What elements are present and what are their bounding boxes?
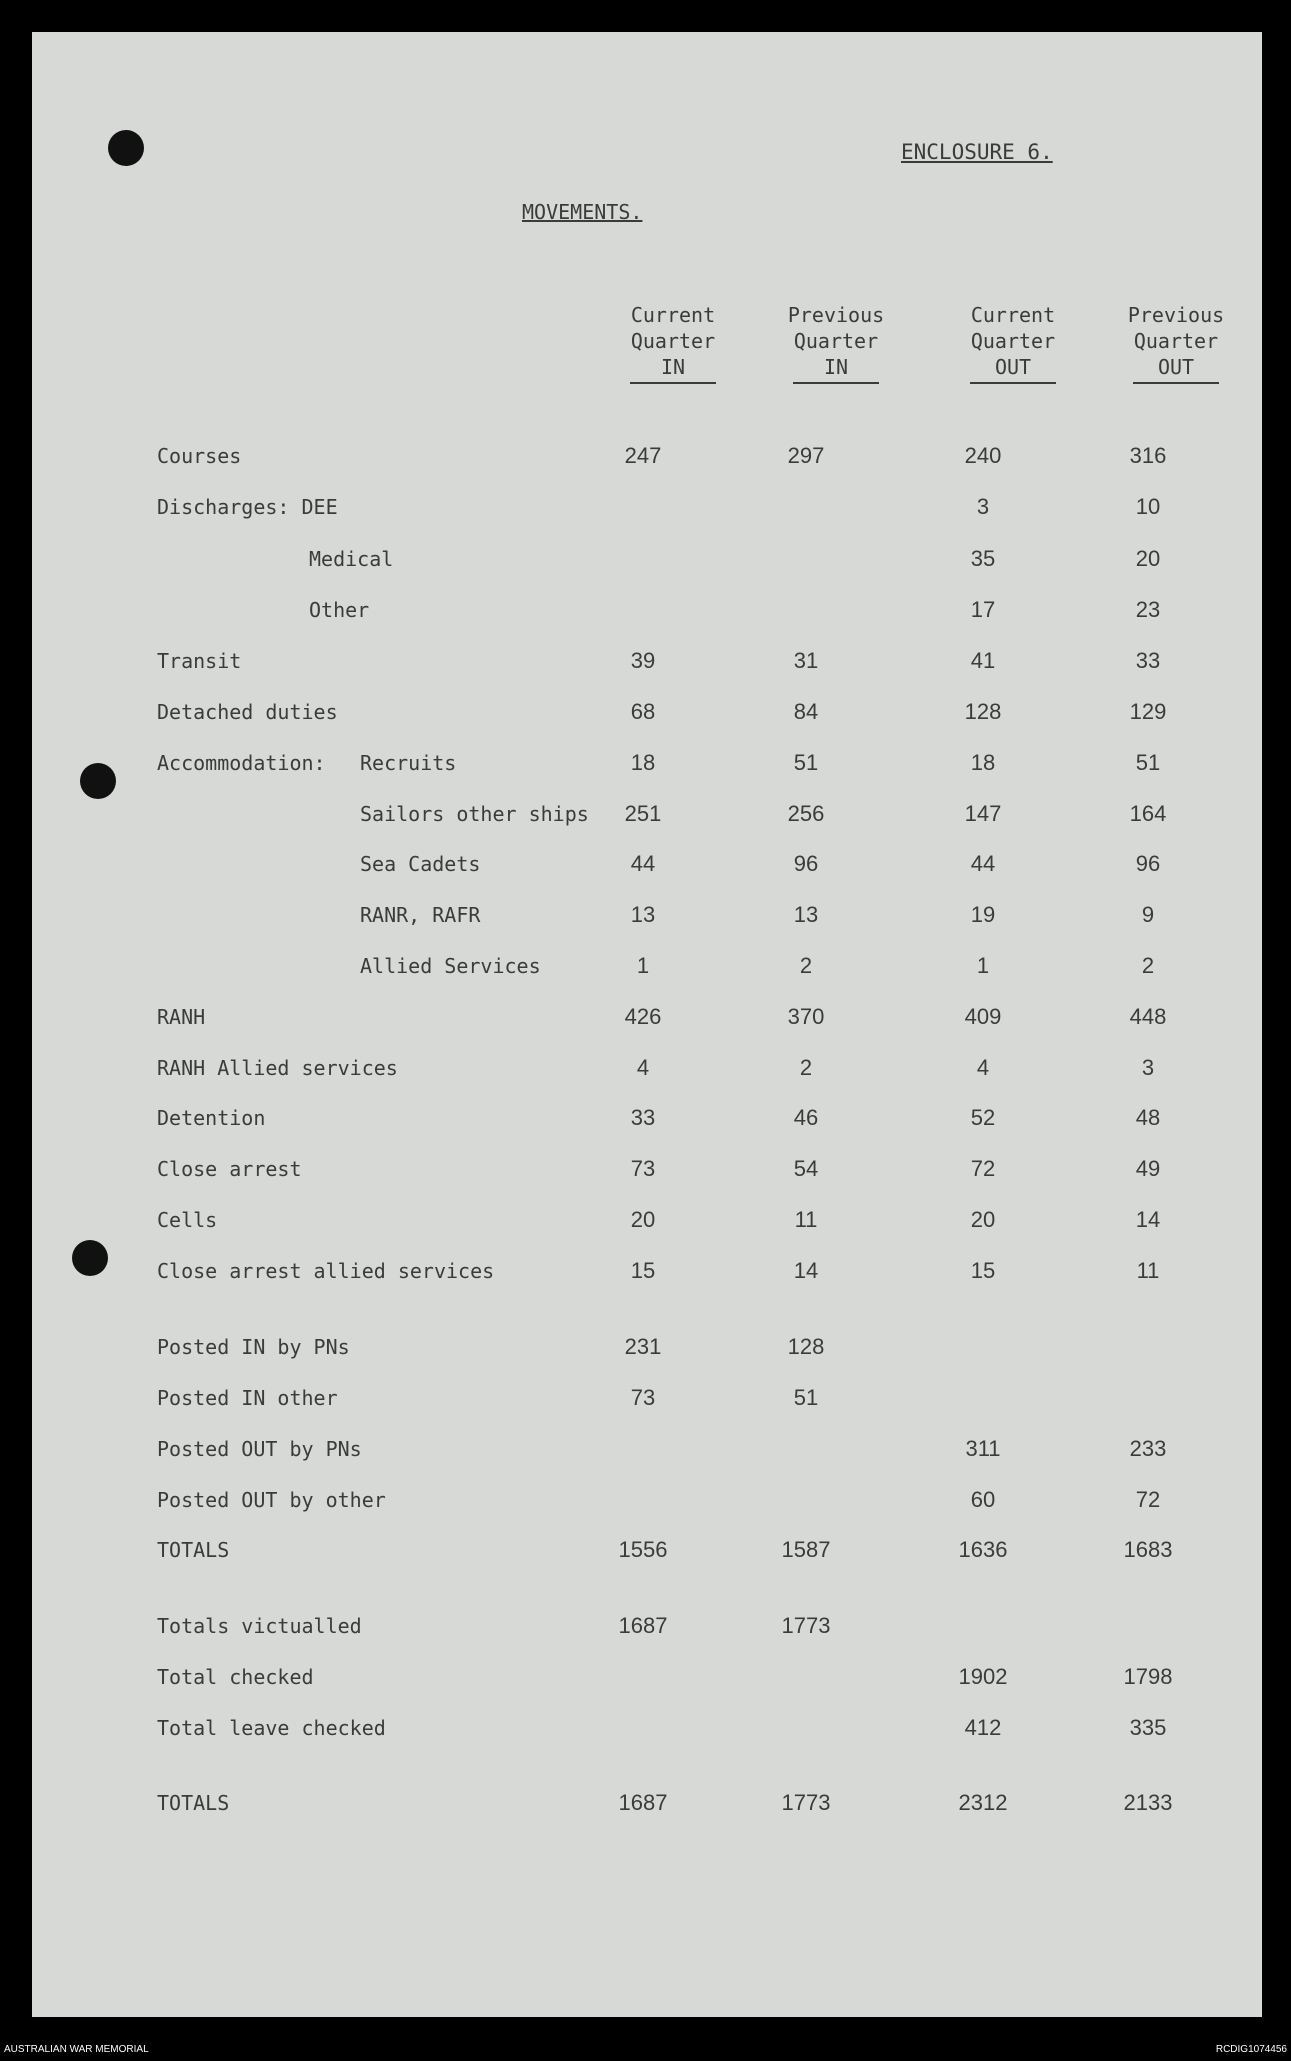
cell-value: 1687 <box>618 1613 668 1638</box>
row-sublabel: Other <box>309 598 370 622</box>
cell-value: 33 <box>630 1105 656 1130</box>
column-header-line: OUT <box>994 355 1032 379</box>
cell-value: 1587 <box>781 1537 831 1562</box>
cell-value: 1798 <box>1123 1664 1173 1689</box>
row-label: Accommodation: <box>157 751 326 775</box>
row-label: Posted IN other <box>157 1386 338 1410</box>
cell-value: 54 <box>793 1156 819 1181</box>
cell-value: 3 <box>976 494 990 519</box>
cell-value: 231 <box>624 1334 662 1359</box>
column-header <box>1116 302 1236 384</box>
cell-value: 10 <box>1135 494 1161 519</box>
punch-hole-top <box>108 130 144 166</box>
cell-value: 256 <box>787 801 825 826</box>
row-label: Detention <box>157 1106 266 1130</box>
cell-value: 33 <box>1135 648 1161 673</box>
document-page <box>32 32 1262 2017</box>
row-sublabel: Recruits <box>360 751 457 775</box>
cell-value: 13 <box>793 902 819 927</box>
cell-value: 147 <box>964 801 1002 826</box>
cell-value: 1556 <box>618 1537 668 1562</box>
column-header <box>953 302 1073 384</box>
column-header-line: Previous <box>1127 303 1225 327</box>
row-label: Close arrest <box>157 1157 302 1181</box>
row-sublabel: Medical <box>309 547 394 571</box>
row-label: RANH <box>157 1005 206 1029</box>
cell-value: 18 <box>970 750 996 775</box>
cell-value: 52 <box>970 1105 996 1130</box>
cell-value: 17 <box>970 597 996 622</box>
cell-value: 20 <box>1135 546 1161 571</box>
cell-value: 44 <box>630 851 656 876</box>
column-header-line: Quarter <box>970 329 1056 353</box>
punch-hole-middle <box>80 763 116 799</box>
cell-value: 73 <box>630 1385 656 1410</box>
column-header-rule <box>630 382 716 384</box>
cell-value: 1636 <box>958 1537 1008 1562</box>
cell-value: 233 <box>1129 1436 1167 1461</box>
cell-value: 316 <box>1129 443 1167 468</box>
cell-value: 311 <box>965 1436 1001 1461</box>
cell-value: 13 <box>630 902 656 927</box>
column-header-line: OUT <box>1157 355 1195 379</box>
cell-value: 1902 <box>958 1664 1008 1689</box>
cell-value: 96 <box>1135 851 1161 876</box>
cell-value: 335 <box>1129 1715 1167 1740</box>
column-header-rule <box>970 382 1056 384</box>
row-label: Cells <box>157 1208 218 1232</box>
cell-value: 2 <box>799 953 813 978</box>
cell-value: 128 <box>964 699 1002 724</box>
column-header <box>613 302 733 384</box>
cell-value: 20 <box>630 1207 656 1232</box>
cell-value: 96 <box>793 851 819 876</box>
cell-value: 14 <box>793 1258 819 1283</box>
cell-value: 46 <box>793 1105 819 1130</box>
cell-value: 51 <box>1135 750 1161 775</box>
cell-value: 370 <box>787 1004 825 1029</box>
cell-value: 11 <box>794 1207 818 1232</box>
cell-value: 9 <box>1141 902 1155 927</box>
cell-value: 51 <box>793 750 819 775</box>
cell-value: 2 <box>799 1055 813 1080</box>
column-header-rule <box>1133 382 1219 384</box>
document-heading: MOVEMENTS. <box>522 200 643 224</box>
row-label: Discharges: DEE <box>157 495 338 519</box>
cell-value: 60 <box>970 1487 996 1512</box>
column-header-line: Quarter <box>1133 329 1219 353</box>
cell-value: 1 <box>636 953 650 978</box>
cell-value: 15 <box>630 1258 656 1283</box>
cell-value: 164 <box>1129 801 1167 826</box>
row-label: Posted OUT by other <box>157 1488 386 1512</box>
cell-value: 247 <box>624 443 662 468</box>
column-header-line: Previous <box>787 303 885 327</box>
cell-value: 129 <box>1129 699 1167 724</box>
row-label: RANH Allied services <box>157 1056 398 1080</box>
footer-source: AUSTRALIAN WAR MEMORIAL <box>4 2044 149 2055</box>
cell-value: 20 <box>970 1207 996 1232</box>
cell-value: 1 <box>976 953 990 978</box>
cell-value: 23 <box>1135 597 1161 622</box>
enclosure-label: ENCLOSURE 6. <box>901 140 1053 164</box>
column-header-line: IN <box>660 355 686 379</box>
cell-value: 44 <box>970 851 996 876</box>
row-label: Posted OUT by PNs <box>157 1437 362 1461</box>
cell-value: 35 <box>970 546 996 571</box>
footer-id: RCDIG1074456 <box>1215 2044 1287 2055</box>
row-sublabel: RANR, RAFR <box>360 903 481 927</box>
row-label: TOTALS <box>157 1791 230 1815</box>
column-header-line: Quarter <box>793 329 879 353</box>
cell-value: 2 <box>1141 953 1155 978</box>
cell-value: 297 <box>787 443 825 468</box>
row-label: Totals victualled <box>157 1614 362 1638</box>
cell-value: 72 <box>970 1156 996 1181</box>
cell-value: 19 <box>970 902 996 927</box>
row-label: TOTALS <box>157 1538 230 1562</box>
row-sublabel: Allied Services <box>360 954 541 978</box>
cell-value: 409 <box>964 1004 1002 1029</box>
cell-value: 84 <box>793 699 819 724</box>
cell-value: 4 <box>976 1055 990 1080</box>
cell-value: 1773 <box>781 1613 831 1638</box>
cell-value: 1683 <box>1123 1537 1173 1562</box>
cell-value: 49 <box>1135 1156 1161 1181</box>
cell-value: 51 <box>793 1385 819 1410</box>
cell-value: 128 <box>787 1334 825 1359</box>
column-header-line: Quarter <box>630 329 716 353</box>
cell-value: 41 <box>970 648 996 673</box>
cell-value: 31 <box>793 648 819 673</box>
cell-value: 2133 <box>1123 1790 1173 1815</box>
column-header-line: Current <box>970 303 1056 327</box>
row-sublabel: Sailors other ships <box>360 802 589 826</box>
cell-value: 448 <box>1129 1004 1167 1029</box>
row-label: Total checked <box>157 1665 314 1689</box>
cell-value: 48 <box>1135 1105 1161 1130</box>
cell-value: 68 <box>630 699 656 724</box>
column-header <box>776 302 896 384</box>
cell-value: 14 <box>1135 1207 1161 1232</box>
cell-value: 240 <box>964 443 1002 468</box>
punch-hole-bottom <box>72 1240 108 1276</box>
cell-value: 1687 <box>618 1790 668 1815</box>
row-label: Detached duties <box>157 700 338 724</box>
cell-value: 39 <box>630 648 656 673</box>
cell-value: 15 <box>970 1258 996 1283</box>
row-sublabel: Sea Cadets <box>360 852 481 876</box>
cell-value: 426 <box>624 1004 662 1029</box>
cell-value: 1773 <box>781 1790 831 1815</box>
cell-value: 3 <box>1141 1055 1155 1080</box>
row-label: Courses <box>157 444 242 468</box>
row-label: Total leave checked <box>157 1716 386 1740</box>
row-label: Posted IN by PNs <box>157 1335 350 1359</box>
cell-value: 412 <box>964 1715 1002 1740</box>
column-header-line: IN <box>823 355 849 379</box>
column-header-line: Current <box>630 303 716 327</box>
column-header-rule <box>793 382 879 384</box>
cell-value: 251 <box>624 801 662 826</box>
cell-value: 2312 <box>958 1790 1008 1815</box>
cell-value: 72 <box>1135 1487 1161 1512</box>
cell-value: 11 <box>1136 1258 1160 1283</box>
cell-value: 4 <box>636 1055 650 1080</box>
row-label: Close arrest allied services <box>157 1259 495 1283</box>
row-label: Transit <box>157 649 242 673</box>
cell-value: 73 <box>630 1156 656 1181</box>
cell-value: 18 <box>630 750 656 775</box>
